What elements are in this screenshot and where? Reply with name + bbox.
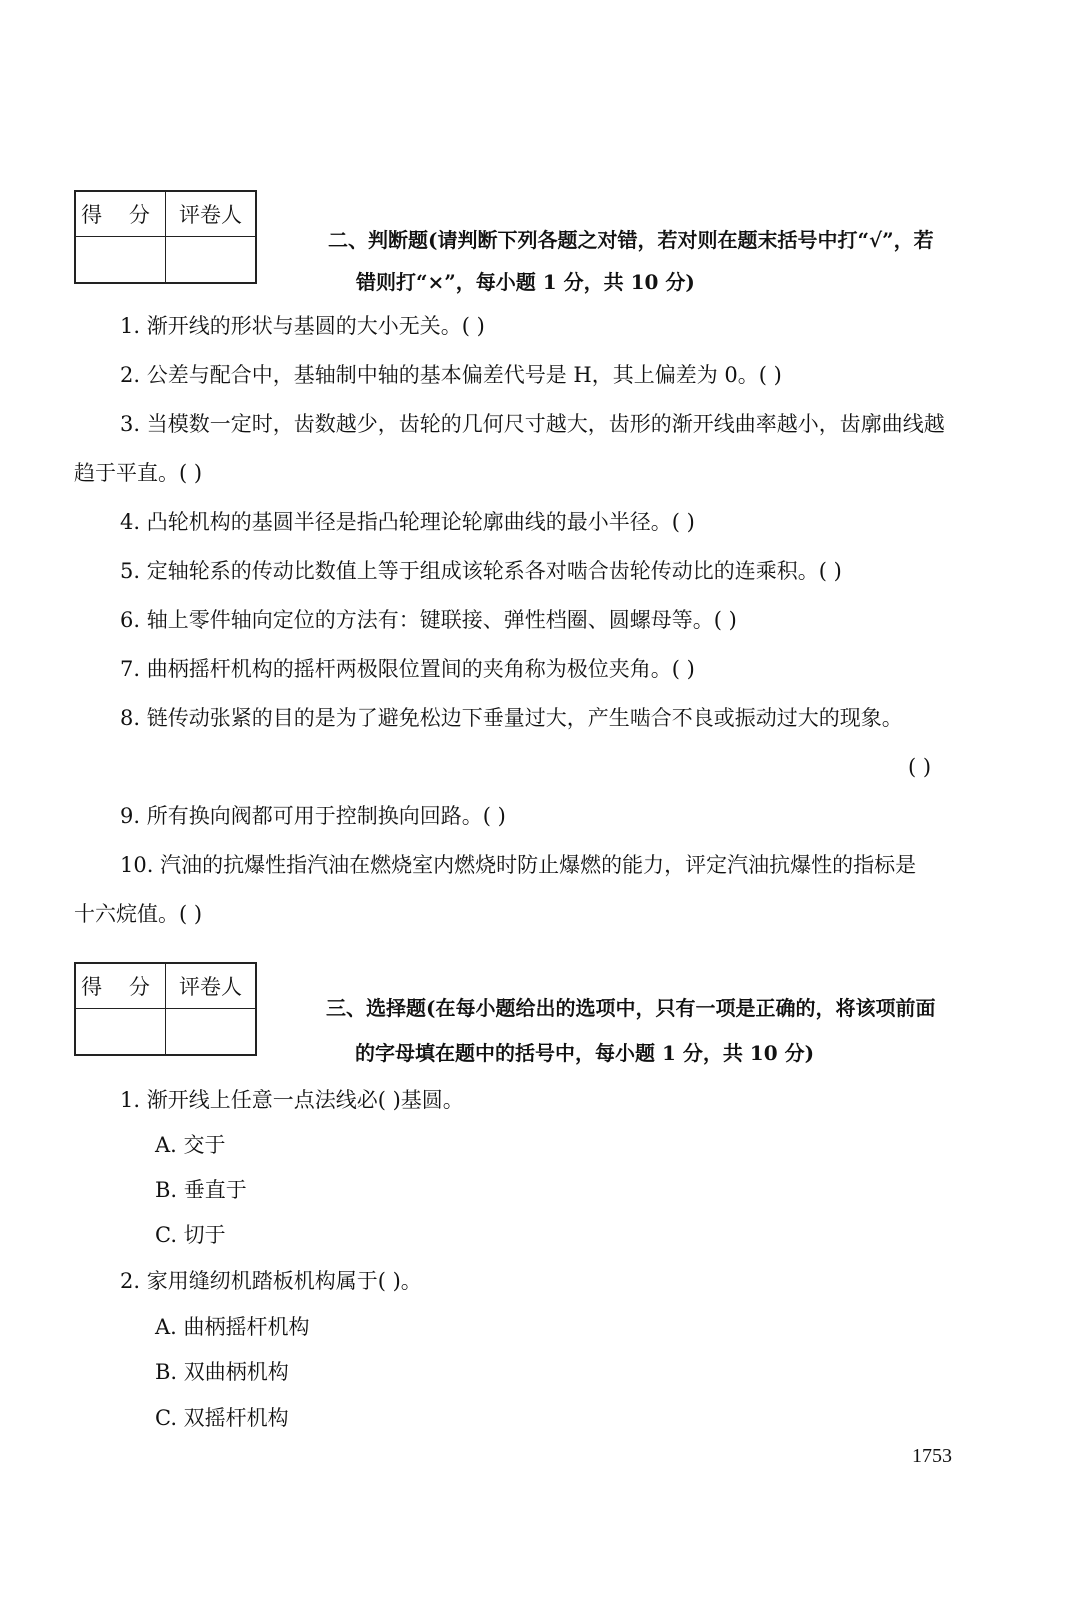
score-header: 得 分 <box>75 191 166 237</box>
judge-item-7: 7. 曲柄摇杆机构的摇杆两极限位置间的夹角称为极位夹角。( ) <box>120 657 695 681</box>
q2-option-b: B. 双曲柄机构 <box>155 1360 289 1384</box>
judge-item-3: 3. 当模数一定时，齿数越少，齿轮的几何尺寸越大，齿形的渐开线曲率越小，齿廓曲线越 <box>120 412 945 436</box>
judge-item-6: 6. 轴上零件轴向定位的方法有：键联接、弹性档圈、圆螺母等。( ) <box>120 608 737 632</box>
judge-item-8-bracket: ( ) <box>908 755 932 779</box>
grader-header: 评卷人 <box>166 191 257 237</box>
grader-cell[interactable] <box>166 1009 257 1056</box>
q2-option-c: C. 双摇杆机构 <box>155 1406 289 1430</box>
judge-item-2: 2. 公差与配合中，基轴制中轴的基本偏差代号是 H，其上偏差为 0。( ) <box>120 363 782 387</box>
q1-option-c: C. 切于 <box>155 1223 226 1247</box>
choice-question-2: 2. 家用缝纫机踏板机构属于( )。 <box>120 1269 422 1293</box>
score-table-section2 <box>74 190 257 284</box>
judge-item-9: 9. 所有换向阀都可用于控制换向回路。( ) <box>120 804 506 828</box>
q1-option-b: B. 垂直于 <box>155 1178 247 1202</box>
q1-option-a: A. 交于 <box>155 1133 226 1157</box>
q2-option-a: A. 曲柄摇杆机构 <box>155 1315 310 1339</box>
section2-title-line2: 错则打“×”，每小题 1 分，共 10 分) <box>356 270 695 294</box>
grader-cell[interactable] <box>166 237 257 284</box>
section2-title-line1: 二、判断题(请判断下列各题之对错，若对则在题末括号中打“√”，若 <box>328 228 934 252</box>
grader-header: 评卷人 <box>166 963 257 1009</box>
score-cell[interactable] <box>75 1009 166 1056</box>
score-table-section3 <box>74 962 257 1056</box>
page-number: 1753 <box>912 1445 952 1467</box>
score-cell[interactable] <box>75 237 166 284</box>
judge-item-10-cont: 十六烷值。( ) <box>74 902 203 926</box>
judge-item-5: 5. 定轴轮系的传动比数值上等于组成该轮系各对啮合齿轮传动比的连乘积。( ) <box>120 559 842 583</box>
section3-title-line2: 的字母填在题中的括号中，每小题 1 分，共 10 分) <box>355 1041 815 1065</box>
judge-item-4: 4. 凸轮机构的基圆半径是指凸轮理论轮廓曲线的最小半径。( ) <box>120 510 695 534</box>
judge-item-8: 8. 链传动张紧的目的是为了避免松边下垂量过大，产生啮合不良或振动过大的现象。 <box>120 706 903 730</box>
choice-question-1: 1. 渐开线上任意一点法线必( )基圆。 <box>120 1088 464 1112</box>
judge-item-1: 1. 渐开线的形状与基圆的大小无关。( ) <box>120 314 485 338</box>
section3-title-line1: 三、选择题(在每小题给出的选项中，只有一项是正确的，将该项前面 <box>326 996 936 1020</box>
judge-item-3-cont: 趋于平直。( ) <box>74 461 203 485</box>
judge-item-10: 10. 汽油的抗爆性指汽油在燃烧室内燃烧时防止爆燃的能力，评定汽油抗爆性的指标是 <box>120 853 917 877</box>
score-header: 得 分 <box>75 963 166 1009</box>
